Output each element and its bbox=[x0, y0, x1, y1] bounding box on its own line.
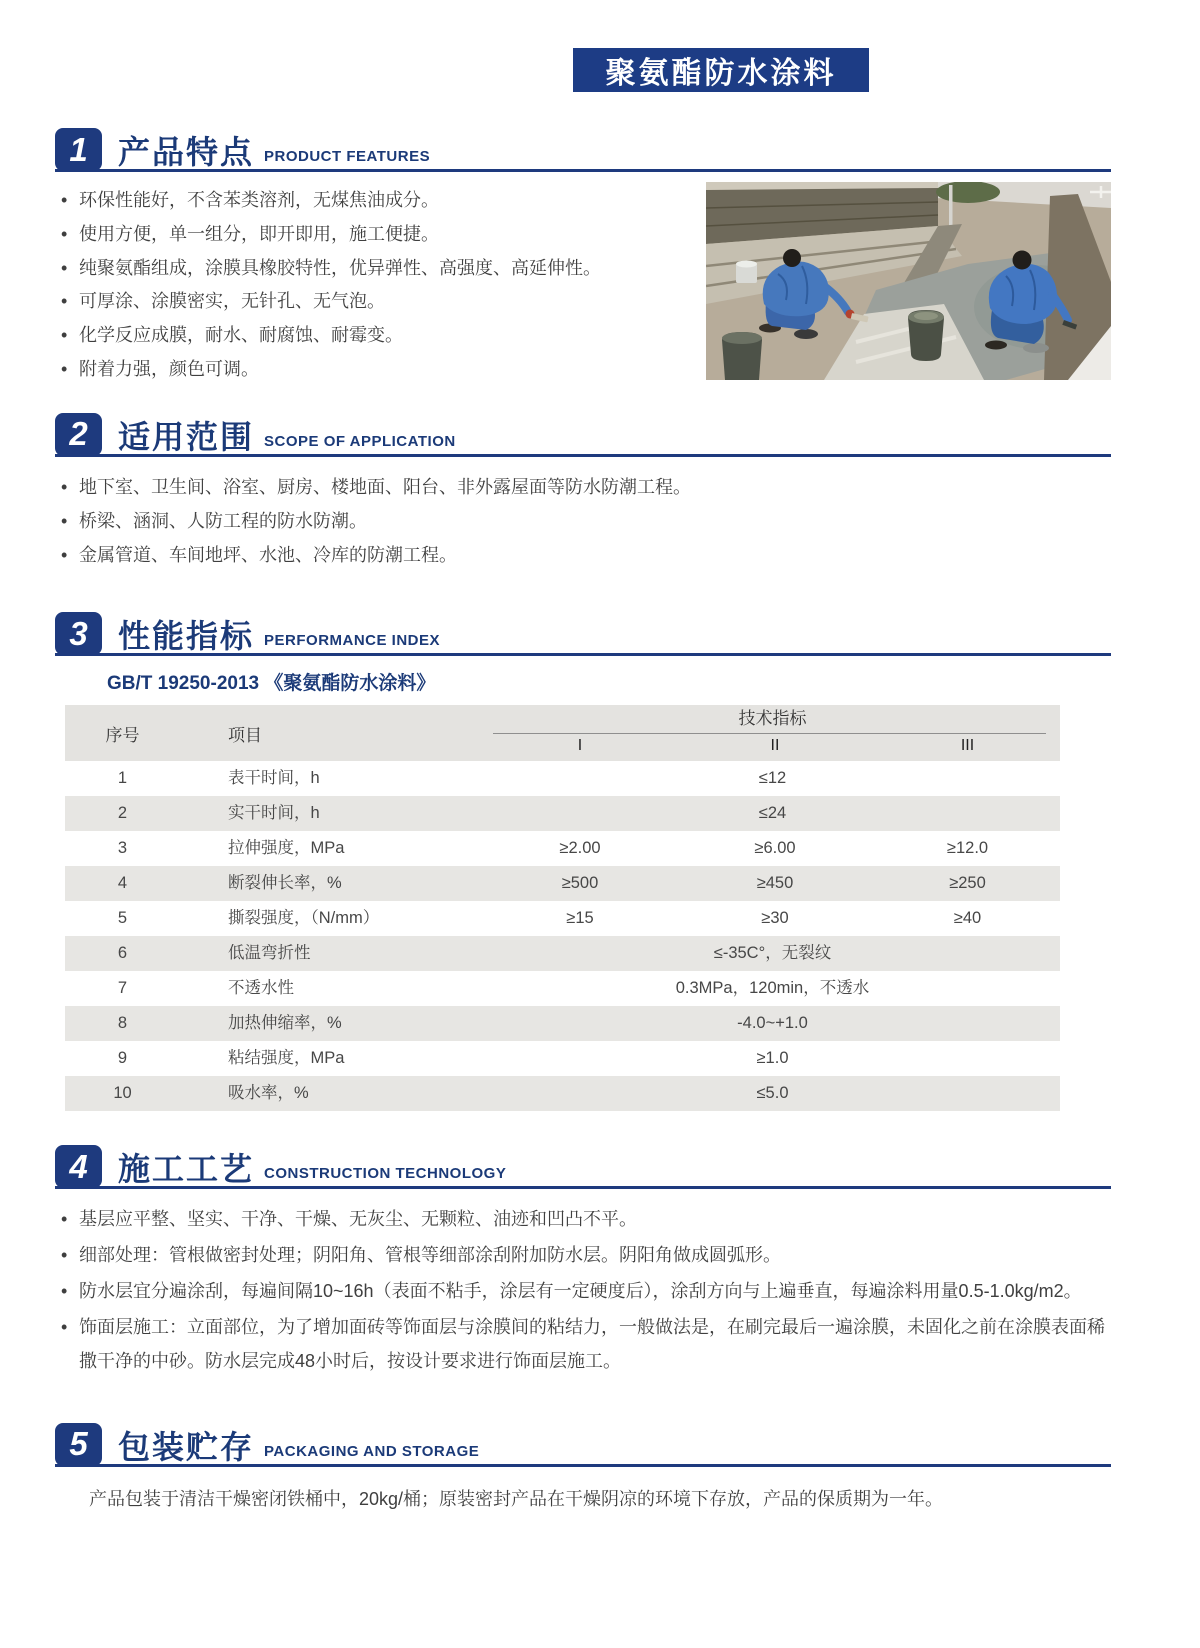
table-caption: GB/T 19250-2013 《聚氨酯防水涂料》 bbox=[107, 673, 436, 695]
column-header-item: 项目 bbox=[228, 725, 262, 745]
table-row bbox=[65, 901, 1060, 936]
cell-no: 5 bbox=[117, 909, 128, 928]
table-row bbox=[65, 1041, 1060, 1076]
cell-no: 7 bbox=[117, 979, 128, 998]
cell-value: ≥500 bbox=[561, 874, 599, 893]
cell-item: 实干时间，h bbox=[228, 804, 320, 823]
application-list bbox=[55, 471, 1111, 572]
sub-col-3: III bbox=[960, 736, 975, 754]
cell-item: 吸水率，% bbox=[228, 1084, 309, 1103]
list-item: • 饰面层施工：立面部位，为了增加面砖等饰面层与涂膜间的粘结力，一般做法是，在刷完最后一遍涂膜，未固化之前在涂膜表面稀撒干净的中砂。防水层完成48小时后，按设计要求进行饰面层施工。 bbox=[55, 1311, 1111, 1379]
section-2-number-badge: 2 bbox=[55, 413, 102, 456]
product-photo bbox=[706, 182, 1111, 380]
list-item: • 使用方便，单一组分，即开即用，施工便捷。 bbox=[55, 218, 684, 252]
cell-item: 断裂伸长率，% bbox=[228, 874, 342, 893]
section-3-number-badge: 3 bbox=[55, 612, 102, 655]
list-item: • 可厚涂、涂膜密实，无针孔、无气泡。 bbox=[55, 285, 684, 319]
cell-no: 3 bbox=[117, 839, 128, 858]
list-item: • 金属管道、车间地坪、水池、冷库的防潮工程。 bbox=[55, 539, 1111, 573]
list-item: • 桥梁、涵洞、人防工程的防水防潮。 bbox=[55, 505, 1111, 539]
section-2-title-en: SCOPE OF APPLICATION bbox=[264, 432, 456, 450]
cell-value: ≥6.00 bbox=[754, 839, 796, 858]
list-item: • 地下室、卫生间、浴室、厨房、楼地面、阳台、非外露屋面等防水防潮工程。 bbox=[55, 471, 1111, 505]
content-column bbox=[55, 128, 1111, 1513]
table-row bbox=[65, 1006, 1060, 1041]
table-row bbox=[65, 831, 1060, 866]
sub-col-1: I bbox=[577, 736, 583, 754]
features-list bbox=[55, 182, 684, 387]
cell-no: 4 bbox=[117, 874, 128, 893]
cell-value: ≤-35C°，无裂纹 bbox=[713, 944, 832, 963]
cell-value: ≥40 bbox=[953, 909, 982, 928]
cell-value: ≥1.0 bbox=[756, 1049, 789, 1068]
cell-item: 表干时间，h bbox=[228, 769, 320, 788]
cell-value: ≤24 bbox=[758, 804, 787, 823]
page-title: 聚氨酯防水涂料 bbox=[573, 48, 869, 92]
section-3-title-zh: 性能指标 bbox=[118, 618, 255, 655]
section-1-title-zh: 产品特点 bbox=[118, 134, 255, 170]
table-row bbox=[65, 761, 1060, 796]
cell-value: ≥450 bbox=[756, 874, 794, 893]
section-4-title-en: CONSTRUCTION TECHNOLOGY bbox=[264, 1165, 507, 1183]
cell-item: 低温弯折性 bbox=[228, 944, 311, 963]
section-5-title-zh: 包装贮存 bbox=[118, 1428, 255, 1465]
section-4-number-badge: 4 bbox=[55, 1145, 102, 1188]
cell-item: 粘结强度，MPa bbox=[228, 1049, 345, 1068]
cell-value: ≥15 bbox=[566, 909, 594, 928]
section-2-header bbox=[55, 413, 1111, 457]
cell-item: 不透水性 bbox=[228, 979, 294, 998]
cell-no: 6 bbox=[117, 944, 128, 963]
section-3-title-en: PERFORMANCE INDEX bbox=[264, 632, 441, 650]
table-row bbox=[65, 936, 1060, 971]
section-4-body bbox=[55, 1203, 1111, 1378]
tech-index-label: 技术指标 bbox=[738, 709, 807, 729]
list-item: • 环保性能好，不含苯类溶剂，无煤焦油成分。 bbox=[55, 184, 684, 218]
cell-value: ≥30 bbox=[761, 909, 789, 928]
list-item: • 化学反应成膜，耐水、耐腐蚀、耐霉变。 bbox=[55, 319, 684, 353]
cell-no: 8 bbox=[117, 1014, 128, 1033]
column-header-tech bbox=[485, 705, 1060, 761]
cell-no: 1 bbox=[117, 769, 128, 788]
cell-value: ≥12.0 bbox=[946, 839, 989, 858]
section-3-header bbox=[55, 612, 1111, 656]
list-item: • 纯聚氨酯组成，涂膜具橡胶特性，优异弹性、高强度、高延伸性。 bbox=[55, 252, 684, 286]
section-5-number-badge: 5 bbox=[55, 1423, 102, 1466]
section-1-header bbox=[55, 128, 1111, 172]
section-1-number-badge: 1 bbox=[55, 128, 102, 171]
cell-value: ≤12 bbox=[758, 769, 787, 788]
list-item: • 防水层宜分遍涂刮，每遍间隔10~16h（表面不粘手，涂层有一定硬度后），涂刮方向与上遍垂直，每遍涂料用量0.5-1.0kg/m2。 bbox=[55, 1275, 1111, 1309]
cell-no: 9 bbox=[117, 1049, 128, 1068]
datasheet-page bbox=[0, 48, 1200, 1648]
cell-no: 10 bbox=[113, 1084, 132, 1103]
section-1-title-en: PRODUCT FEATURES bbox=[264, 148, 431, 165]
table-row bbox=[65, 971, 1060, 1006]
cell-value: ≥250 bbox=[949, 874, 986, 893]
cell-item: 拉伸强度，MPa bbox=[228, 839, 345, 858]
cell-value: ≥2.00 bbox=[559, 839, 601, 858]
construction-list bbox=[55, 1203, 1111, 1378]
list-item: • 附着力强，颜色可调。 bbox=[55, 353, 684, 387]
packaging-text: 产品包装于清洁干燥密闭铁桶中，20kg/桶；原装密封产品在干燥阴凉的环境下存放，产品的保质期为一年。 bbox=[89, 1488, 944, 1509]
cell-value: -4.0~+1.0 bbox=[737, 1014, 808, 1033]
section-2-body bbox=[55, 471, 1111, 572]
cell-value: ≤5.0 bbox=[756, 1084, 789, 1103]
list-item: • 细部处理：管根做密封处理；阴阳角、管根等细部涂刮附加防水层。阴阳角做成圆弧形。 bbox=[55, 1239, 1111, 1273]
section-1-body bbox=[55, 182, 1111, 387]
table-header-row bbox=[65, 705, 1060, 761]
table-row bbox=[65, 796, 1060, 831]
section-2-title-zh: 适用范围 bbox=[118, 418, 255, 455]
cell-item: 加热伸缩率，% bbox=[228, 1014, 342, 1033]
list-item: • 基层应平整、坚实、干净、干燥、无灰尘、无颗粒、油迹和凹凸不平。 bbox=[55, 1203, 1111, 1237]
section-4-title-zh: 施工工艺 bbox=[118, 1151, 255, 1188]
section-5-title-en: PACKAGING AND STORAGE bbox=[264, 1442, 480, 1460]
column-header-no: 序号 bbox=[105, 725, 140, 745]
sub-col-2: II bbox=[770, 736, 780, 754]
performance-table bbox=[65, 705, 1060, 1111]
section-5-header bbox=[55, 1423, 1111, 1467]
table-row bbox=[65, 1076, 1060, 1111]
table-row bbox=[65, 866, 1060, 901]
cell-item: 撕裂强度，（N/mm） bbox=[228, 909, 380, 928]
section-4-header bbox=[55, 1145, 1111, 1189]
cell-value: 0.3MPa，120min，不透水 bbox=[675, 979, 870, 998]
cell-no: 2 bbox=[117, 804, 128, 823]
tech-sub-headers bbox=[485, 734, 1060, 755]
